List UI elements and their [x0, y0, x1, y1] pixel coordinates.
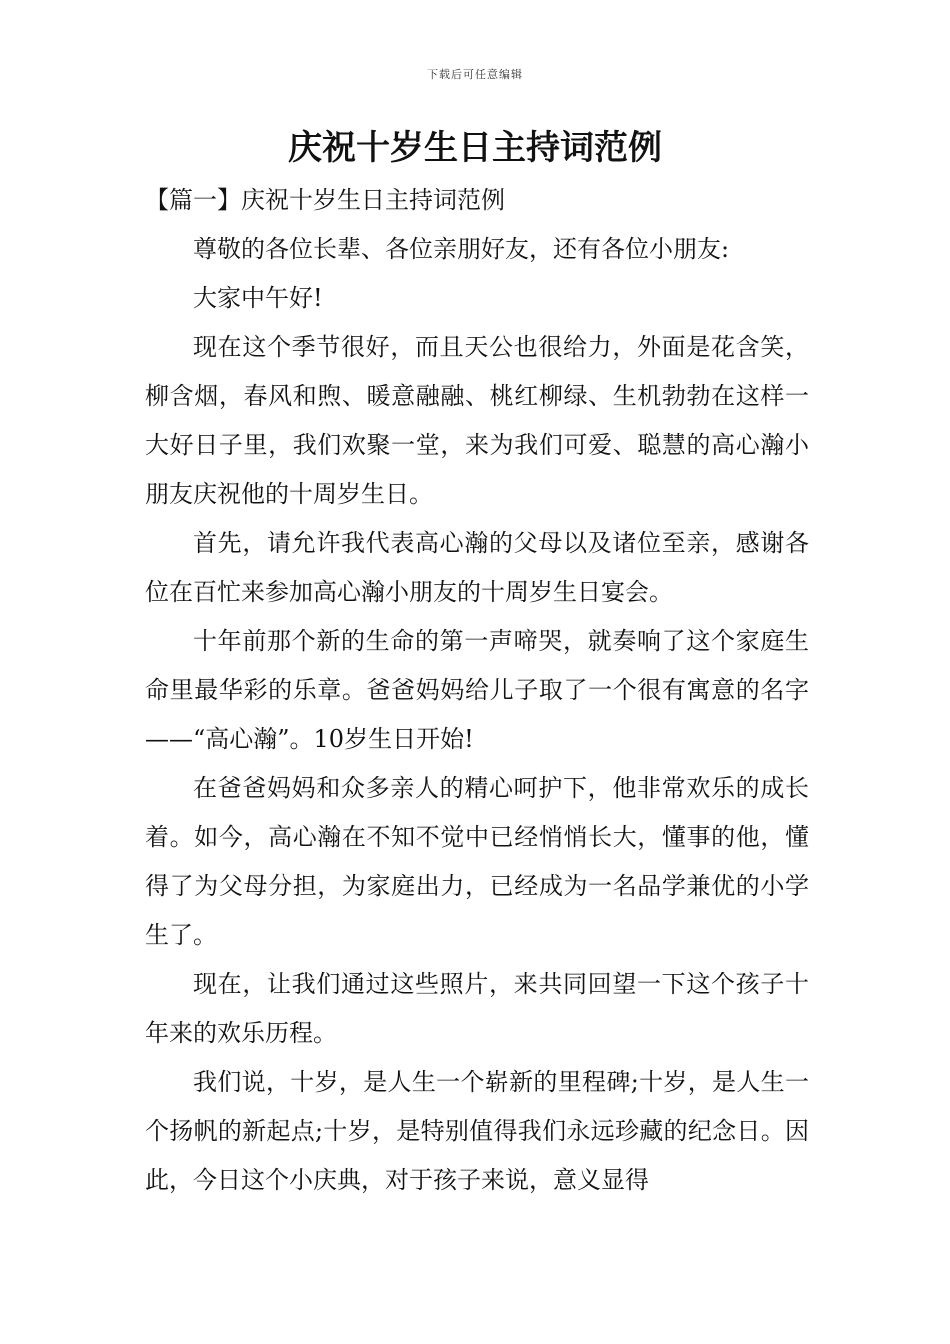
paragraph-season: 现在这个季节很好，而且天公也很给力，外面是花含笑，柳含烟，春风和煦、暖意融融、桃红柳绿、生机勃勃在这样一大好日子里，我们欢聚一堂，来为我们可爱、聪慧的高心瀚小朋友庆祝他的十周岁生日。 [145, 333, 809, 508]
header-note: 下载后可任意编辑 [427, 68, 523, 81]
paragraph-hello: 大家中午好! [193, 284, 323, 312]
paragraph-photos: 现在，让我们通过这些照片，来共同回望一下这个孩子十年来的欢乐历程。 [145, 970, 809, 1047]
paragraph-milestone: 我们说，十岁，是人生一个崭新的里程碑;十岁，是人生一个扬帆的新起点;十岁，是特别值得我们永远珍藏的纪念日。因此，今日这个小庆典，对于孩子来说，意义显得 [145, 1068, 809, 1194]
paragraph-thanks: 首先，请允许我代表高心瀚的父母以及诸位至亲，感谢各位在百忙来参加高心瀚小朋友的十周岁生日宴会。 [145, 529, 809, 606]
document-body [145, 176, 809, 1205]
paragraph-birth: 十年前那个新的生命的第一声啼哭，就奏响了这个家庭生命里最华彩的乐章。爸爸妈妈给儿子取了一个很有寓意的名字——“高心瀚”。10岁生日开始! [145, 627, 809, 753]
document-title: 庆祝十岁生日主持词范例 [288, 128, 662, 168]
paragraph-growth: 在爸爸妈妈和众多亲人的精心呵护下，他非常欢乐的成长着。如今，高心瀚在不知不觉中已经悄悄长大，懂事的他，懂得了为父母分担，为家庭出力，已经成为一名品学兼优的小学生了。 [145, 774, 809, 949]
paragraph-greeting: 尊敬的各位长辈、各位亲朋好友，还有各位小朋友: [193, 235, 730, 263]
section-heading: 【篇一】庆祝十岁生日主持词范例 [145, 186, 505, 214]
